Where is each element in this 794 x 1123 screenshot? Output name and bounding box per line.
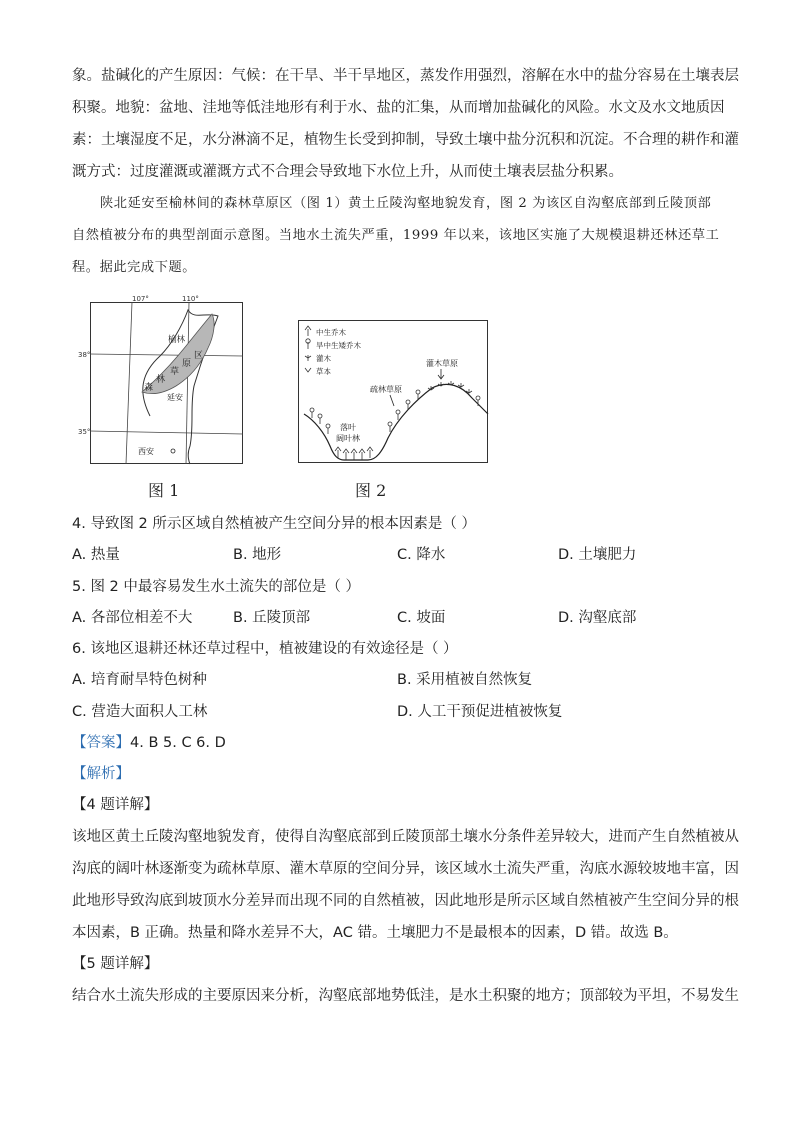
question-4-option-a: A. 热量: [72, 547, 120, 563]
question-5-option-c: C. 坡面: [397, 610, 446, 626]
q5-detail-line-1: 结合水土流失形成的主要原因来分析，沟壑底部地势低洼，是水土积聚的地方；顶部较为平坦，不易发生: [72, 988, 739, 1004]
intro-line-1: 象。盐碱化的产生原因：气候：在干旱、半干旱地区，蒸发作用强烈，溶解在水中的盐分容易在土壤表层: [72, 68, 739, 84]
label-shrub-grassland: 灌木草原: [426, 359, 458, 368]
figure-2-profile: [298, 320, 490, 466]
q4-detail-line-4: 本因素，B 正确。热量和降水差异不大，AC 错。土壤肥力不是最根本的因素，D 错。故选 B。: [72, 925, 678, 941]
question-6-option-b: B. 采用植被自然恢复: [397, 672, 533, 688]
city-yulin: 榆林: [168, 335, 186, 345]
label-sparse-forest: 疏林草原: [370, 385, 402, 394]
question-4-stem: 4. 导致图 2 所示区域自然植被产生空间分异的根本因素是（ ）: [72, 516, 476, 532]
question-5-stem: 5. 图 2 中最容易发生水土流失的部位是（ ）: [72, 579, 360, 595]
question-4-option-c: C. 降水: [397, 547, 446, 563]
legend-item-2: 旱中生矮乔木: [316, 341, 361, 350]
lat-label-38: 38°: [78, 351, 91, 359]
city-yanan: 延安: [167, 393, 183, 402]
analysis-label: 【解析】: [72, 766, 130, 782]
lon-label-107: 107°: [132, 295, 149, 303]
material-line-1: 陕北延安至榆林间的森林草原区（图 1）黄土丘陵沟壑地貌发育，图 2 为该区自沟壑底部到丘陵顶部: [100, 196, 712, 211]
q4-detail-title: 【4 题详解】: [72, 797, 159, 813]
q4-detail-line-3: 此地形导致沟底到坡顶水分差异而出现不同的自然植被，因此地形是所示区域自然植被产生空间分异的根: [72, 893, 739, 909]
legend-item-1: 中生乔木: [316, 328, 346, 337]
question-5-option-d: D. 沟壑底部: [558, 610, 637, 626]
answer-label: 【答案】: [72, 735, 130, 751]
intro-line-2: 积聚。地貌：盆地、洼地等低洼地形有利于水、盐的汇集，从而增加盐碱化的风险。水文及水文地质因: [72, 100, 725, 116]
region-char-1: 森: [144, 383, 154, 393]
region-char-3: 草: [170, 367, 180, 377]
region-char-5: 区: [194, 351, 204, 361]
question-5-option-b: B. 丘陵顶部: [233, 610, 311, 626]
label-deciduous-2: 阔叶林: [336, 434, 360, 443]
q4-detail-line-2: 沟底的阔叶林逐渐变为疏林草原、灌木草原的空间分异，该区域水土流失严重，沟底水源较坡地丰富，因: [72, 861, 739, 877]
question-4-option-d: D. 土壤肥力: [558, 547, 637, 563]
figure-1-map: [78, 295, 250, 466]
figure-2-caption: 图 2: [355, 481, 387, 500]
question-6-option-d: D. 人工干预促进植被恢复: [397, 704, 563, 720]
intro-line-4: 溉方式：过度灌溉或灌溉方式不合理会导致地下水位上升，从而使土壤表层盐分积累。: [72, 164, 623, 180]
q5-detail-title: 【5 题详解】: [72, 956, 159, 972]
lat-label-35: 35°: [78, 428, 91, 436]
label-deciduous-1: 落叶: [340, 423, 356, 432]
material-line-3: 程。据此完成下题。: [72, 260, 197, 275]
legend-item-3: 灌木: [316, 354, 331, 363]
answer-line: [72, 733, 226, 753]
question-6-stem: 6. 该地区退耕还林还草过程中，植被建设的有效途径是（ ）: [72, 641, 458, 657]
lon-label-110: 110°: [182, 295, 199, 303]
q4-detail-line-1: 该地区黄土丘陵沟壑地貌发育，使得自沟壑底部到丘陵顶部土壤水分条件差异较大，进而产生自然植被从: [72, 829, 739, 845]
region-char-2: 林: [156, 375, 166, 385]
legend-item-4: 草本: [316, 367, 331, 376]
question-4-option-b: B. 地形: [233, 547, 282, 563]
material-line-2: 自然植被分布的典型剖面示意图。当地水土流失严重，1999 年以来，该地区实施了大规模退耕还林还草工: [72, 228, 720, 243]
intro-line-3: 素：土壤湿度不足，水分淋滴不足，植物生长受到抑制，导致土壤中盐分沉积和沉淀。不合理的耕作和灌: [72, 132, 739, 148]
answer-values: 4. B 5. C 6. D: [130, 735, 226, 751]
question-6-option-a: A. 培育耐旱特色树种: [72, 672, 207, 688]
question-6-option-c: C. 营造大面积人工林: [72, 704, 208, 720]
figure-1-caption: 图 1: [148, 481, 180, 500]
city-xian: 西安: [138, 447, 154, 456]
region-char-4: 原: [182, 359, 192, 369]
question-5-option-a: A. 各部位相差不大: [72, 610, 193, 626]
